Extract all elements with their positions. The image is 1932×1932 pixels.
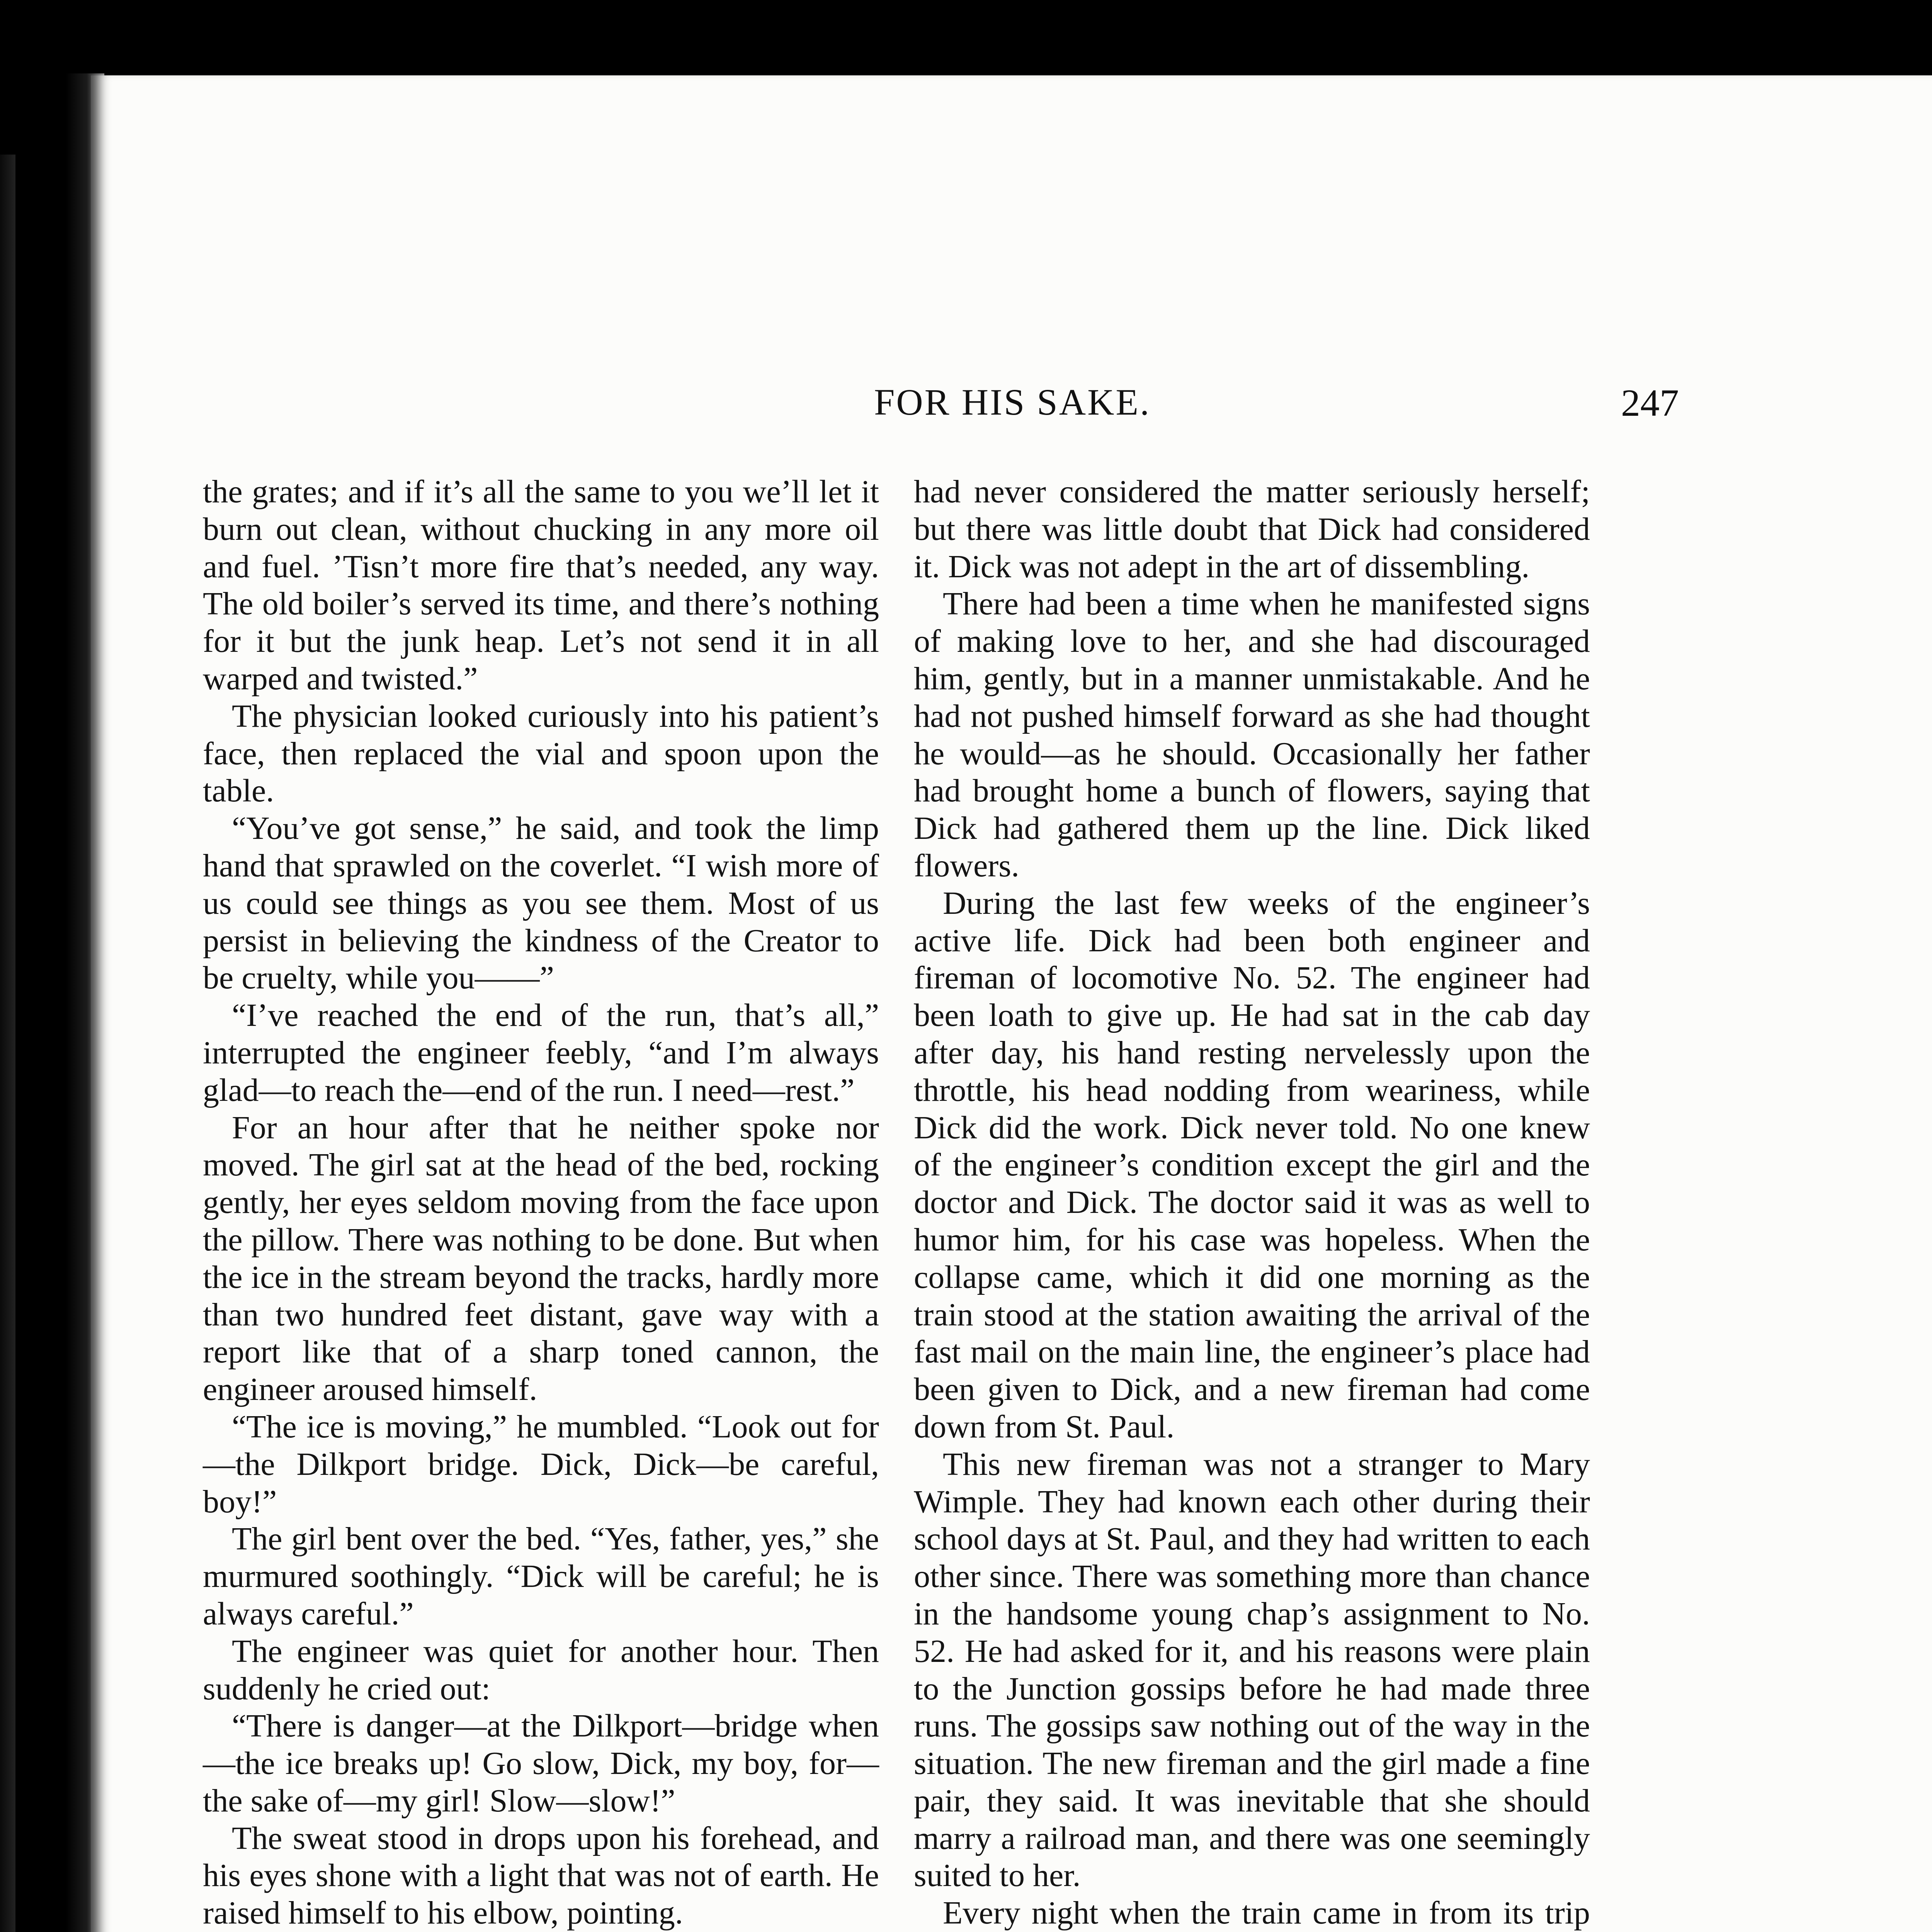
paragraph: For an hour after that he neither spoke nor moved. The girl sat at the head of the bed, rocking gently, her eyes seldom moving from the face upon the pillow. There was nothing to be done. But when the ice in the stream beyond the tracks, hardly more than two hundred feet distant, gave way with a report like that of a sharp toned cannon, the engineer aroused himself. — [203, 1109, 879, 1408]
paragraph: “I’ve reached the end of the run, that’s all,” interrupted the engineer feebly, “and I’m always glad—to reach the—end of the run. I need—rest.” — [203, 997, 879, 1108]
paragraph: “There is danger—at the Dilkport—bridge when—the ice breaks up! Go slow, Dick, my boy, for—the sake of—my girl! Slow—slow!” — [203, 1708, 879, 1819]
paragraph: “You’ve got sense,” he said, and took the limp hand that sprawled on the coverlet. “I wish more of us could see things as you see them. Most of us persist in believing the kindness of the Creator to be cruelty, while you——” — [203, 810, 879, 996]
paragraph: Every night when the train came in from its trip — [943, 1895, 1590, 1931]
paragraph: During the last few weeks of the engineer’s active life. Dick had been both engineer and fireman of locomotive No. 52. The engineer had been loath to give up. He had sat in the cab day after day, his hand resting nervelessly upon the throttle, his head nodding from weariness, while Dick did the work. Dick never told. No one knew of the engineer’s condition except the girl and the doctor and Dick. The doctor said it was as well to humor him, for his case was hopeless. When the collapse came, which it did one morning as the train stood at the station awaiting the arrival of the fast mail on the main line, the engineer’s place had been given to Dick, and a new fireman had come down from St. Paul. — [914, 885, 1590, 1445]
page-header — [91, 381, 1932, 442]
right-column — [914, 473, 1590, 1932]
paragraph: The physician looked curiously into his patient’s face, then replaced the vial and spoon upon the table. — [203, 698, 879, 809]
left-column — [203, 473, 879, 1932]
page-number: 247 — [1621, 381, 1679, 424]
paragraph: the grates; and if it’s all the same to you we’ll let it burn out clean, without chucking in any more oil and fuel. ’Tisn’t more fire that’s needed, any way. The old boiler’s served its time, and there’s nothing for it but the junk heap. Let’s not send it in all warped and twisted.” — [203, 474, 879, 697]
book-page — [91, 75, 1932, 1932]
paragraph: The girl bent over the bed. “Yes, father, yes,” she murmured soothingly. “Dick will be careful; he is always careful.” — [203, 1521, 879, 1632]
running-head: FOR HIS SAKE. — [874, 381, 1151, 423]
paragraph: This new fireman was not a stranger to Mary Wimple. They had known each other during their school days at St. Paul, and they had written to each other since. There was something more than chance in the handsome young chap’s assignment to No. 52. He had asked for it, and his reasons were plain to the Junction gossips before he had made three runs. The gossips saw nothing out of the way in the situation. The new fireman and the girl made a fine pair, they said. It was inevitable that she should marry a railroad man, and there was one seemingly suited to her. — [914, 1446, 1590, 1894]
scan-left-edge — [0, 155, 15, 1932]
paragraph: had never considered the matter seriously herself; but there was little doubt that Dick had considered it. Dick was not adept in the art of dissembling. — [914, 474, 1590, 585]
paragraph: The sweat stood in drops upon his forehead, and his eyes shone with a light that was not of earth. He raised himself to his elbow, pointing. — [203, 1820, 879, 1931]
paragraph: There had been a time when he manifested signs of making love to her, and she had discouraged him, gently, but in a manner unmistakable. And he had not pushed himself forward as she had thought he would—as he should. Occasionally her father had brought home a bunch of flowers, saying that Dick had gathered them up the line. Dick liked flowers. — [914, 586, 1590, 884]
paragraph: “The ice is moving,” he mumbled. “Look out for—the Dilkport bridge. Dick, Dick—be careful, boy!” — [203, 1408, 879, 1520]
paragraph: The engineer was quiet for another hour. Then suddenly he cried out: — [203, 1633, 879, 1707]
